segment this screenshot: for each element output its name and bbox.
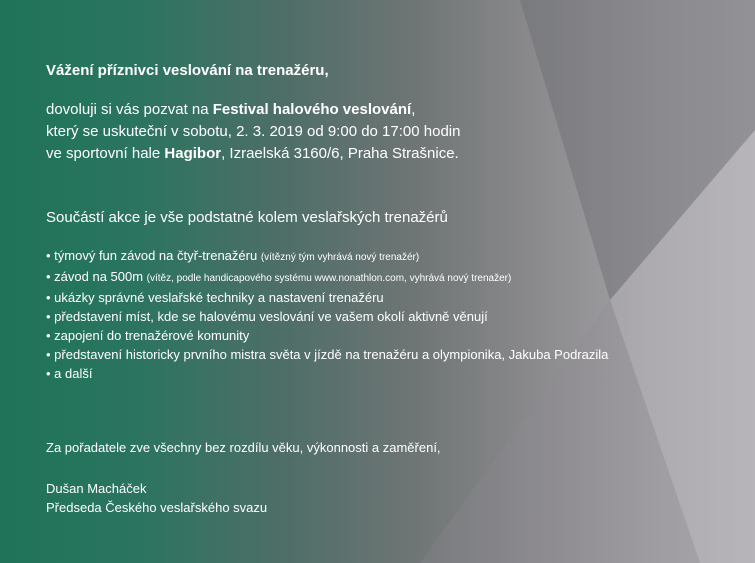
list-item: • představení historicky prvního mistra světa v jízdě na trenažéru a olympionika, Jakuba Podrazila bbox=[46, 347, 609, 362]
invite-line-1: dovoluji si vás pozvat na Festival halového veslování, bbox=[46, 101, 416, 118]
signature-name: Dušan Macháček bbox=[46, 481, 147, 496]
list-item: • ukázky správné veslařské techniky a nastavení trenažéru bbox=[46, 290, 384, 305]
signature-title: Předseda Českého veslařského svazu bbox=[46, 500, 268, 515]
venue-name: Hagibor bbox=[164, 145, 222, 162]
signature bbox=[46, 479, 267, 517]
list-item: • a další bbox=[46, 366, 93, 381]
list-item: • týmový fun závod na čtyř-trenažéru (vítězný tým vyhrává nový trenažér) bbox=[46, 248, 420, 263]
program-list bbox=[46, 246, 608, 383]
list-item: • závod na 500m (vítěz, podle handicapového systému www.nonathlon.com, vyhrává nový trenažer) bbox=[46, 269, 512, 284]
invitation-paragraph bbox=[46, 99, 460, 165]
list-item: • zapojení do trenažérové komunity bbox=[46, 328, 250, 343]
greeting: Vážení příznivci veslování na trenažéru, bbox=[46, 62, 329, 79]
list-item: • představení míst, kde se halovému veslování ve vašem okolí aktivně věnují bbox=[46, 309, 488, 324]
invite-line-2: který se uskuteční v sobotu, 2. 3. 2019 od 9:00 do 17:00 hodin bbox=[46, 123, 461, 140]
invite-line-3: ve sportovní hale Hagibor, Izraelská 3160/6, Praha Strašnice. bbox=[46, 145, 459, 162]
festival-name: Festival halového veslování bbox=[212, 101, 412, 118]
closing-line: Za pořadatele zve všechny bez rozdílu věku, výkonnosti a zaměření, bbox=[46, 440, 441, 455]
section-title: Součástí akce je vše podstatné kolem veslařských trenažérů bbox=[46, 209, 448, 226]
